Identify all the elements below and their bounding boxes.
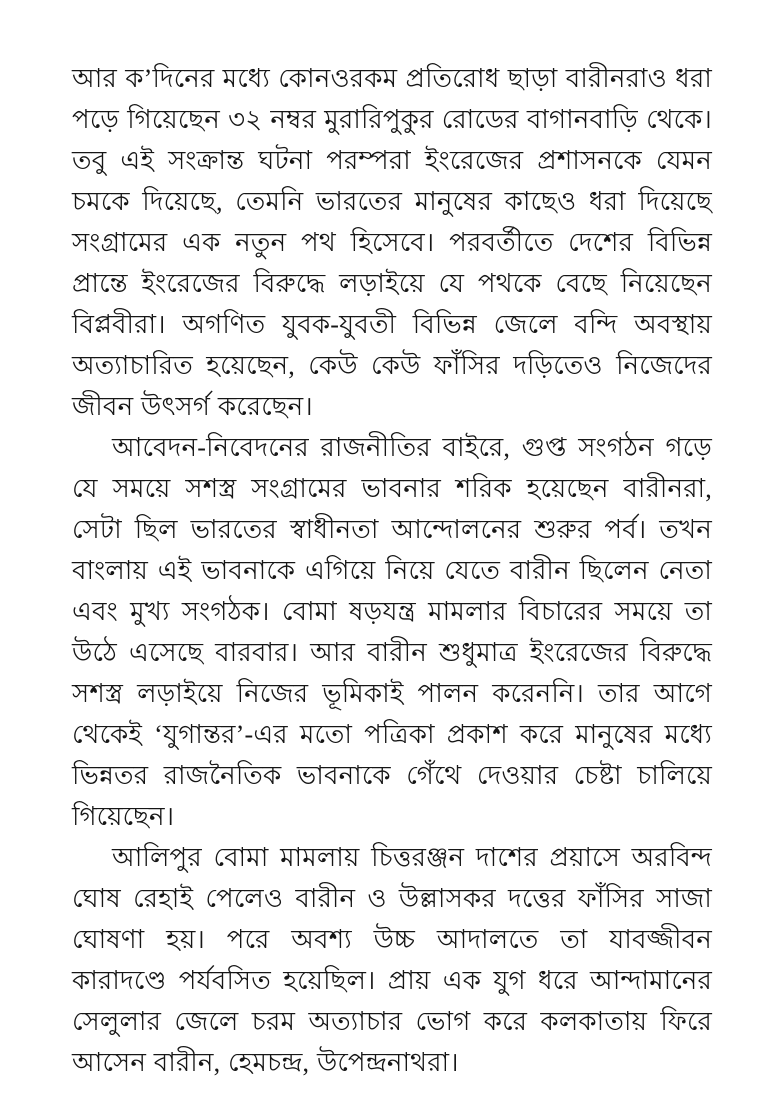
paragraph-3: আলিপুর বোমা মামলায় চিত্তরঞ্জন দাশের প্রয়াসে অরবিন্দ ঘোষ রেহাই পেলেও বারীন ও উল্লাসকর দত্তের ফাঁসির সাজা ঘোষণা হয়। পরে অবশ্য উচ্চ আদালতে তা যাবজ্জীবন কারাদণ্ডে পর্যবসিত হয়েছিল। প্রায় এক যুগ ধরে আন্দামানের সেলুলার জেলে চরম অত্যাচার ভোগ করে কলকাতায় ফিরে আসেন বারীন, হেমচন্দ্র, উপেন্দ্রনাথরা।: [72, 843, 712, 1077]
body-text: [72, 58, 712, 1083]
paragraph-2: আবেদন-নিবেদনের রাজনীতির বাইরে, গুপ্ত সংগঠন গড়ে যে সময়ে সশস্ত্র সংগ্রামের ভাবনার শরিক হয়েছেন বারীনরা, সেটা ছিল ভারতের স্বাধীনতা আন্দোলনের শুরুর পর্ব। তখন বাংলায় এই ভাবনাকে এগিয়ে নিয়ে যেতে বারীন ছিলেন নেতা এবং মুখ্য সংগঠক। বোমা ষড়যন্ত্র মামলার বিচারের সময়ে তা উঠে এসেছে বারবার। আর বারীন শুধুমাত্র ইংরেজের বিরুদ্ধে সশস্ত্র লড়াইয়ে নিজের ভূমিকাই পালন করেননি। তার আগে থেকেই ‘যুগান্তর’-এর মতো পত্রিকা প্রকাশ করে মানুষের মধ্যে ভিন্নতর রাজনৈতিক ভাবনাকে গেঁথে দেওয়ার চেষ্টা চালিয়ে গিয়েছেন।: [72, 433, 712, 831]
paragraph-1: আর ক’দিনের মধ্যে কোনওরকম প্রতিরোধ ছাড়া বারীনরাও ধরা পড়ে গিয়েছেন ৩২ নম্বর মুরারিপুকুর রোডের বাগানবাড়ি থেকে। তবু এই সংক্রান্ত ঘটনা পরম্পরা ইংরেজের প্রশাসনকে যেমন চমকে দিয়েছে, তেমনি ভারতের মানুষের কাছেও ধরা দিয়েছে সংগ্রামের এক নতুন পথ হিসেবে। পরবর্তীতে দেশের বিভিন্ন প্রান্তে ইংরেজের বিরুদ্ধে লড়াইয়ে যে পথকে বেছে নিয়েছেন বিপ্লবীরা। অগণিত যুবক-যুবতী বিভিন্ন জেলে বন্দি অবস্থায় অত্যাচারিত হয়েছেন, কেউ কেউ ফাঁসির দড়িতেও নিজেদের জীবন উৎসর্গ করেছেন।: [72, 64, 712, 421]
